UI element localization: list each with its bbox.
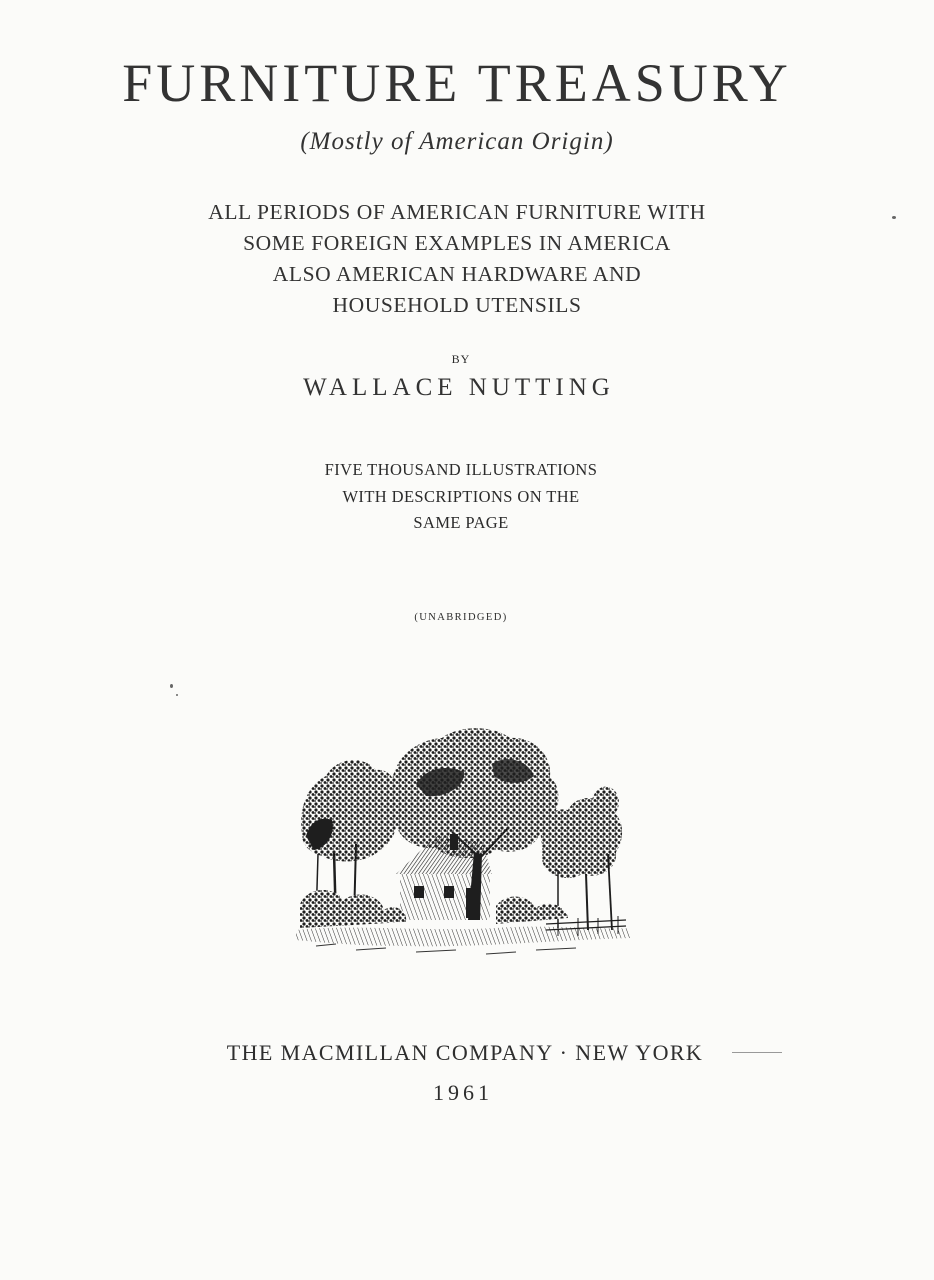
- author-name: WALLACE NUTTING: [303, 374, 615, 401]
- rule-mark: [732, 1052, 782, 1053]
- book-title: FURNITURE TREASURY: [122, 53, 792, 113]
- speck: [892, 216, 896, 219]
- by-label: BY: [451, 352, 471, 366]
- house-among-trees-engraving: [296, 724, 630, 960]
- publication-year: 1961: [433, 1080, 493, 1105]
- publisher-line: THE MACMILLAN COMPANY · NEW YORK: [226, 1040, 704, 1065]
- description-line-3: ALSO AMERICAN HARDWARE AND: [272, 262, 642, 286]
- illustrations-line-2: WITH DESCRIPTIONS ON THE: [342, 487, 580, 506]
- illustrations-line-3: SAME PAGE: [413, 513, 509, 532]
- description-line-4: HOUSEHOLD UTENSILS: [332, 293, 582, 317]
- illustrations-line-1: FIVE THOUSAND ILLUSTRATIONS: [324, 460, 598, 479]
- speck: [176, 694, 178, 696]
- book-subtitle: (Mostly of American Origin): [300, 128, 614, 155]
- description-line-1: ALL PERIODS OF AMERICAN FURNITURE WITH: [208, 200, 706, 224]
- speck: [170, 684, 173, 688]
- edition-note: (UNABRIDGED): [414, 612, 508, 623]
- description-line-2: SOME FOREIGN EXAMPLES IN AMERICA: [243, 231, 671, 255]
